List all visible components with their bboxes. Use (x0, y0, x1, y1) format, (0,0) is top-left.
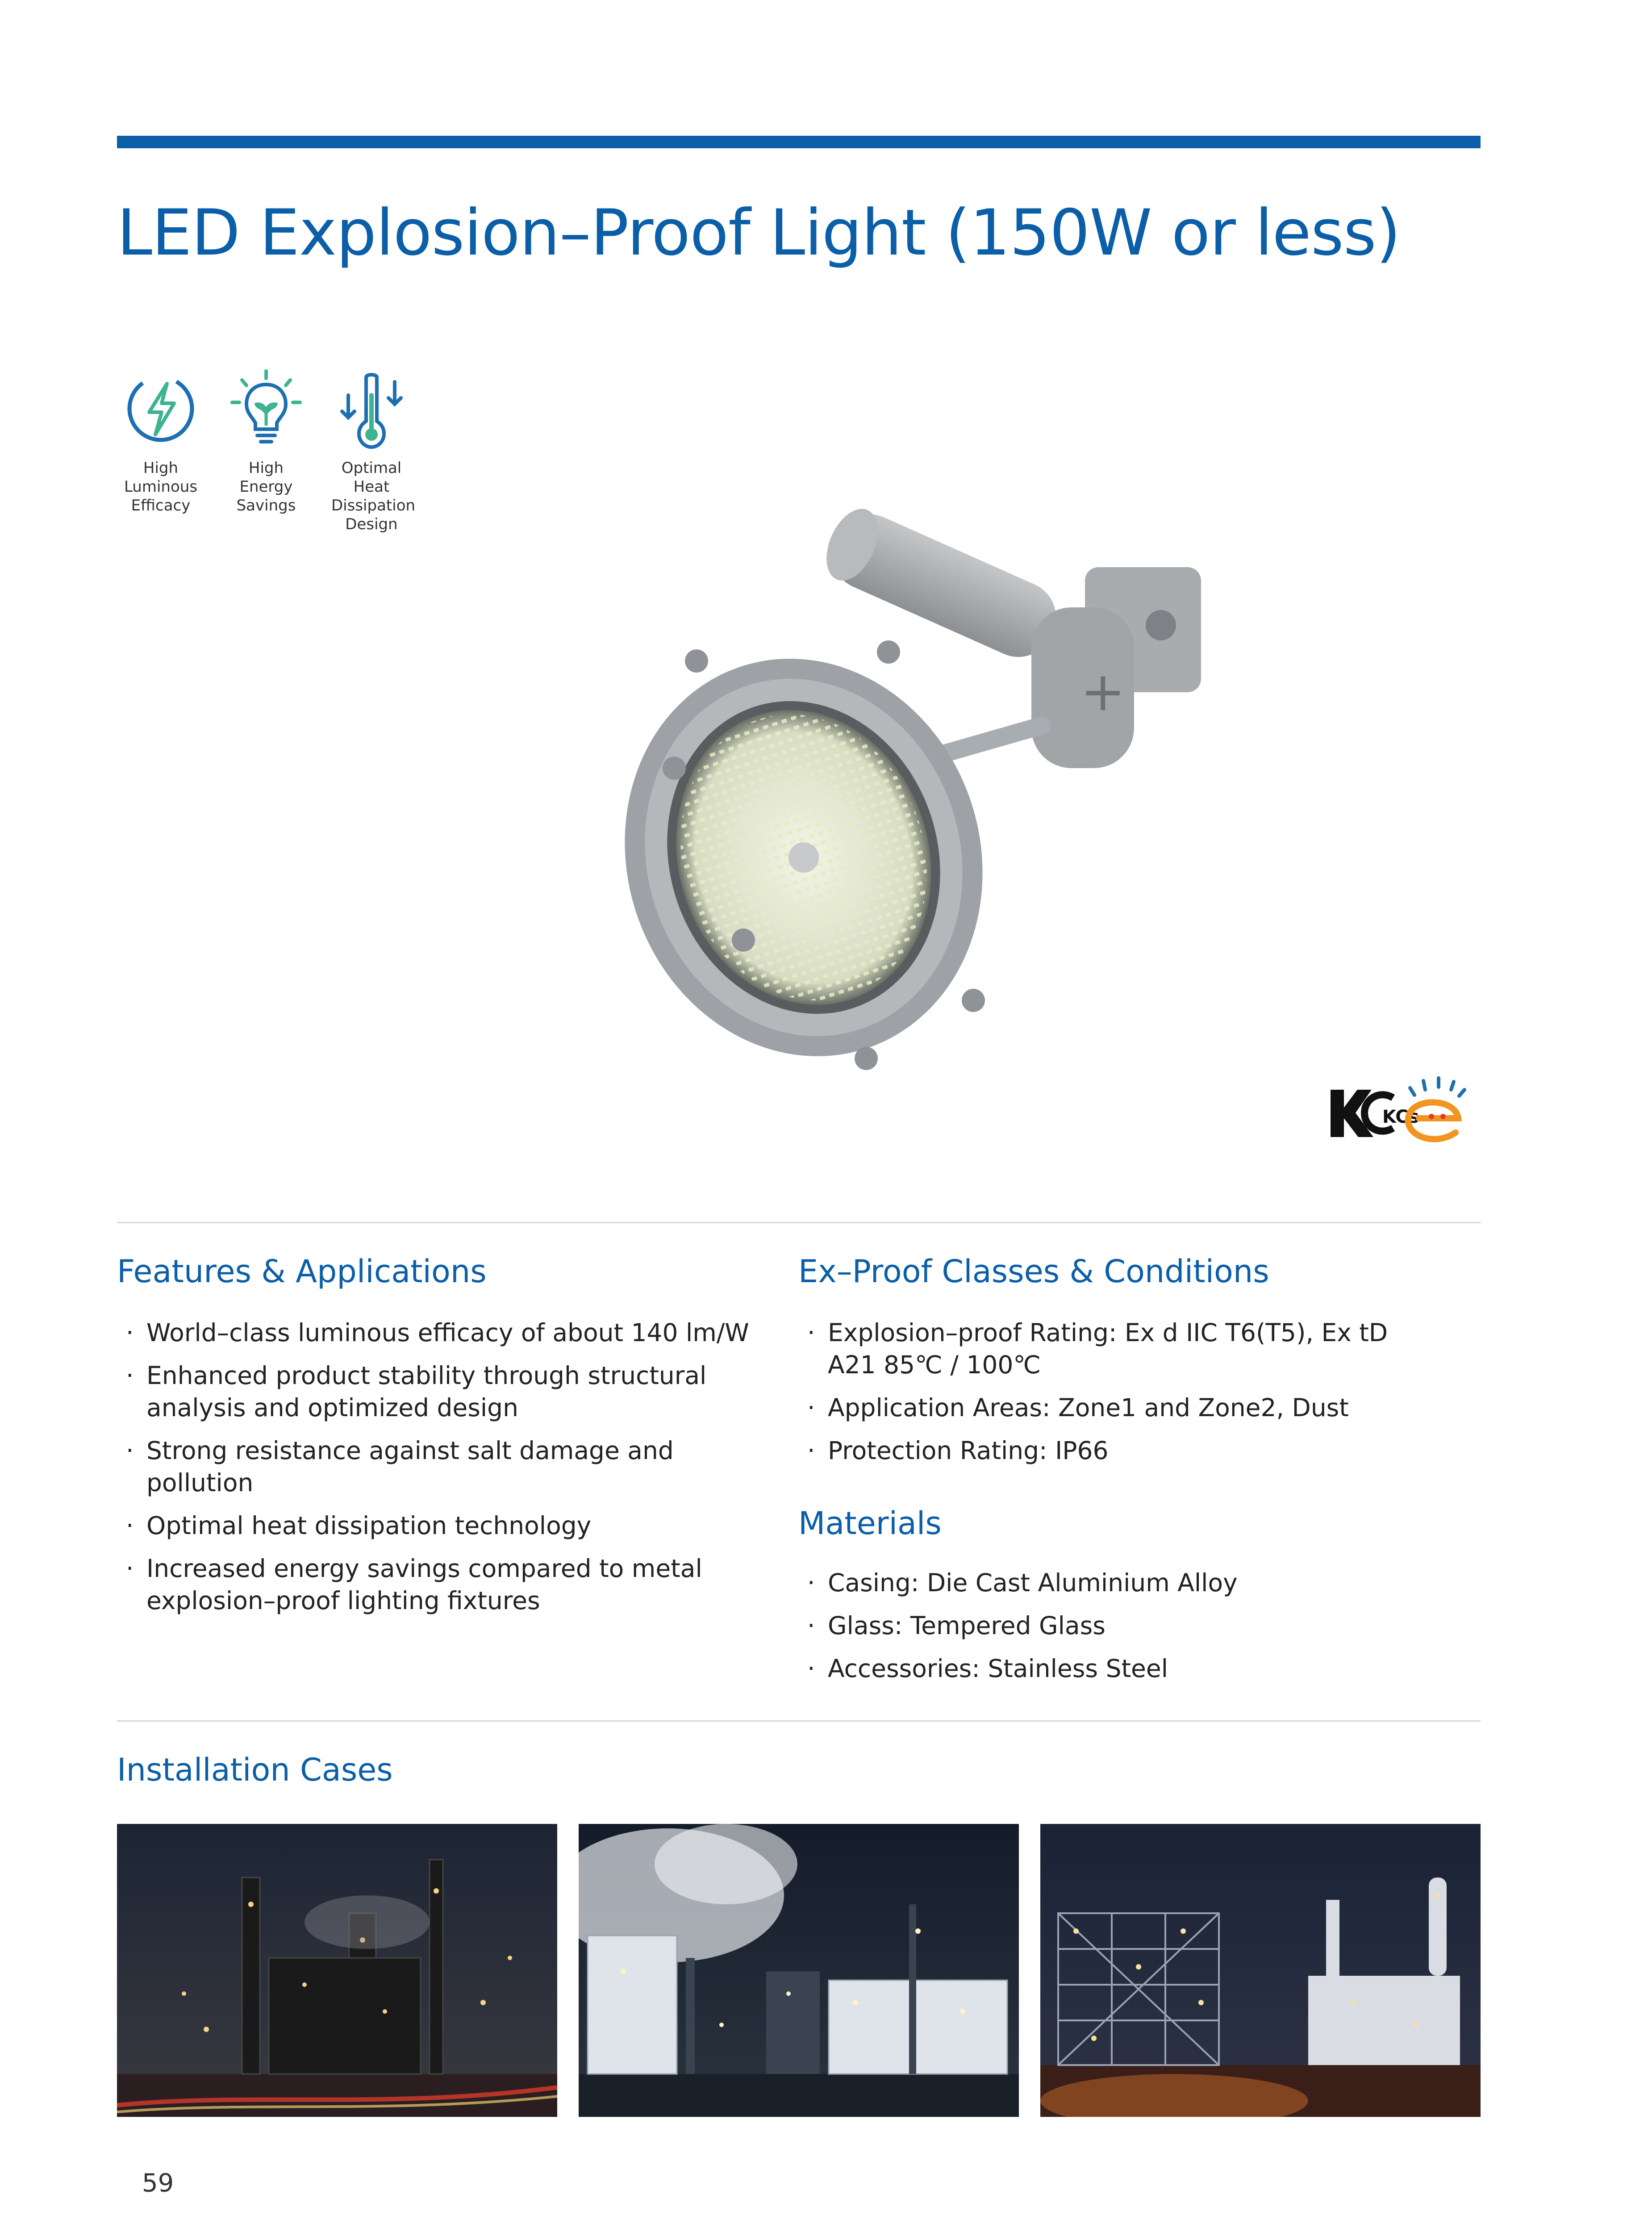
materials-list (798, 1567, 1441, 1695)
installation-photo-3 (1040, 1824, 1481, 2117)
top-accent-bar (117, 136, 1481, 148)
feature-label: High Luminous Efficacy (124, 459, 198, 514)
divider (117, 1720, 1481, 1722)
certification-marks (1322, 1072, 1469, 1152)
exproof-heading: Ex–Proof Classes & Conditions (798, 1253, 1269, 1290)
kcs-mark-icon (1331, 1090, 1419, 1137)
page-number: 59 (142, 2169, 174, 2198)
list-item: · Enhanced product stability through structural analysis and optimized design (117, 1359, 782, 1424)
feature-label: High Energy Savings (236, 459, 296, 514)
list-item: · Protection Rating: IP66 (798, 1434, 1441, 1467)
energy-efficiency-e-icon (1408, 1078, 1464, 1139)
installation-photo-2 (579, 1824, 1019, 2117)
features-list (117, 1317, 782, 1627)
list-item: · Optimal heat dissipation technology (117, 1510, 782, 1542)
lightning-icon (121, 368, 201, 449)
list-item: · Strong resistance against salt damage and pollution (117, 1434, 782, 1499)
list-item: · World–class luminous efficacy of about 140 lm/W (117, 1317, 782, 1349)
list-item: · Accessories: Stainless Steel (798, 1652, 1441, 1685)
product-image (616, 491, 1250, 1116)
feature-high-luminous-efficacy (121, 368, 201, 515)
feature-high-energy-savings (226, 368, 306, 515)
list-item: · Application Areas: Zone1 and Zone2, Dust (798, 1392, 1441, 1424)
thermometer-icon (331, 368, 412, 449)
divider (117, 1222, 1481, 1223)
features-heading: Features & Applications (117, 1253, 487, 1290)
kcs-text: KCs (1382, 1107, 1419, 1127)
list-item: · Increased energy savings compared to metal explosion–proof lighting fixtures (117, 1552, 782, 1617)
svg-text:+: + (1080, 661, 1126, 723)
list-item: · Casing: Die Cast Aluminium Alloy (798, 1567, 1441, 1599)
installation-photo-1 (117, 1824, 557, 2117)
lightbulb-icon (226, 368, 306, 449)
page-title: LED Explosion–Proof Light (150W or less) (117, 196, 1401, 270)
feature-label: Optimal Heat Dissipation Design (331, 459, 416, 533)
feature-optimal-heat-dissipation (331, 368, 416, 534)
list-item: · Glass: Tempered Glass (798, 1610, 1441, 1642)
exproof-list (798, 1317, 1441, 1477)
materials-heading: Materials (798, 1505, 942, 1542)
list-item: · Explosion–proof Rating: Ex d IIC T6(T5), Ex tD A21 85℃ / 100℃ (798, 1317, 1441, 1381)
installation-heading: Installation Cases (117, 1752, 393, 1788)
